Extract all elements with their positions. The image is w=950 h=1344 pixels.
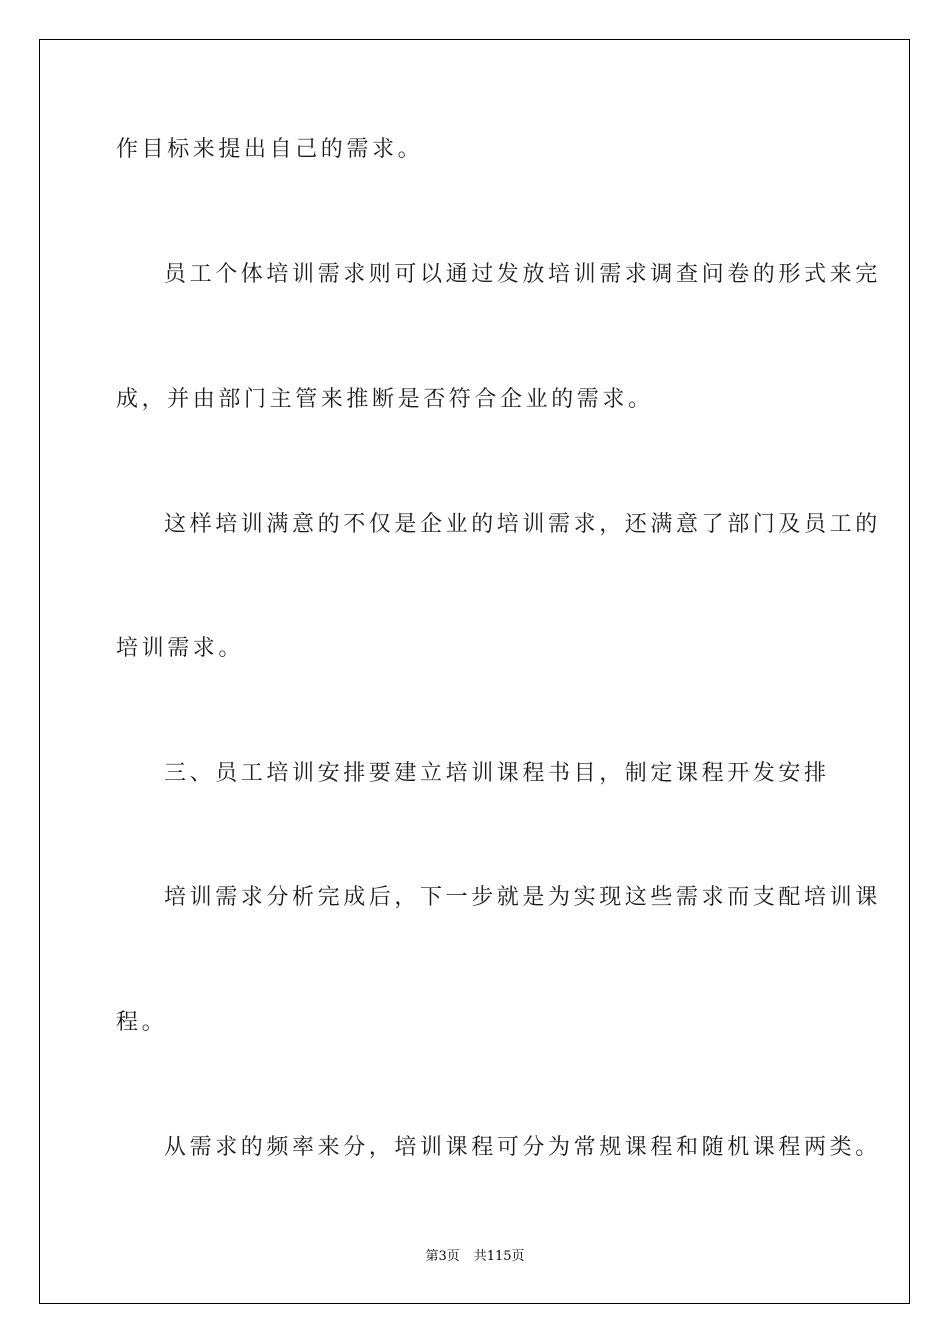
paragraph-line: 员工个体培训需求则可以通过发放培训需求调查问卷的形式来完	[164, 262, 881, 287]
paragraph-line: 程。	[116, 1010, 168, 1035]
paragraph-line: 作目标来提出自己的需求。	[116, 137, 424, 162]
paragraph-line: 培训需求分析完成后，下一步就是为实现这些需求而支配培训课	[164, 885, 881, 910]
page-footer	[0, 1249, 950, 1265]
paragraph-line: 培训需求。	[116, 636, 245, 661]
section-heading: 三、员工培训安排要建立培训课程书目，制定课程开发安排	[164, 761, 830, 786]
page-border	[39, 39, 910, 1304]
page-total: 共115页	[473, 1249, 525, 1264]
paragraph-line: 从需求的频率来分，培训课程可分为常规课程和随机课程两类。	[164, 1135, 881, 1160]
page-number: 第3页	[425, 1249, 460, 1264]
paragraph-line: 这样培训满意的不仅是企业的培训需求，还满意了部门及员工的	[164, 512, 881, 537]
paragraph-line: 成，并由部门主管来推断是否符合企业的需求。	[116, 387, 654, 412]
